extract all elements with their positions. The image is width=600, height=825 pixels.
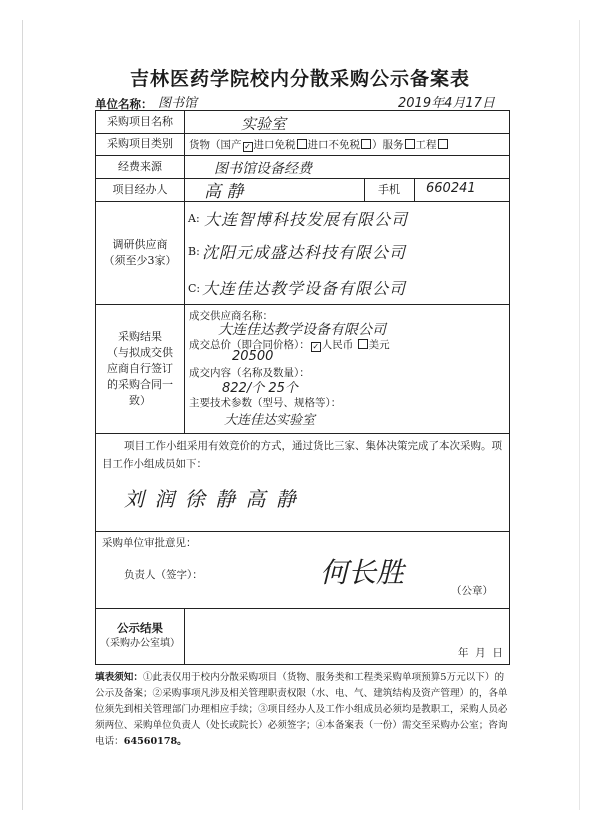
unit-label: 单位名称： xyxy=(95,97,153,111)
publicity-date: 年 月 日 xyxy=(458,647,503,659)
row-divider xyxy=(96,433,509,434)
approval-label: 采购单位审批意见： xyxy=(102,537,197,549)
fill-date: 2019年4月17日 xyxy=(398,96,495,111)
funding-value: 图书馆设备经费 xyxy=(214,161,312,177)
supplier-c-value: 大连佳达教学设备有限公司 xyxy=(202,279,407,298)
usd-label: 美元 xyxy=(368,339,390,351)
domestic-checkbox[interactable]: ✓ xyxy=(244,142,251,151)
row-divider xyxy=(96,531,509,532)
manager-label: 项目经办人 xyxy=(112,182,168,196)
engineering-checkbox[interactable] xyxy=(438,139,448,149)
goods-domestic-label: 货物（国产 xyxy=(189,139,242,151)
suppliers-label-line2: （须至少3家） xyxy=(103,253,177,267)
import-non-exempt-checkbox[interactable] xyxy=(361,139,371,149)
service-checkbox[interactable] xyxy=(405,139,415,149)
usd-checkbox[interactable] xyxy=(358,339,368,349)
project-type-options xyxy=(189,137,509,153)
service-label: ）服务 xyxy=(372,139,404,151)
supplier-b-prefix: B: xyxy=(188,245,200,258)
supplier-a-value: 大连智博科技发展有限公司 xyxy=(204,210,409,229)
funding-label: 经费来源 xyxy=(118,159,162,173)
supplier-c-prefix: C: xyxy=(188,282,201,295)
unit-value: 图书馆 xyxy=(158,96,198,111)
team-statement: 项目工作小组采用有效竞价的方式，通过货比三家、集体决策完成了本次采购。项目工作小组成员如下： xyxy=(102,440,502,470)
project-name-label: 采购项目名称 xyxy=(107,115,173,128)
total-price-label: 成交总价（即合同价格）： xyxy=(189,339,310,351)
rmb-label: 人民币 xyxy=(321,339,354,351)
publicity-label xyxy=(96,608,184,664)
supplier-a-prefix: A: xyxy=(188,212,200,225)
tech-spec-label: 主要技术参数（型号、规格等）： xyxy=(189,397,342,409)
result-label-line: 的采购合同一 xyxy=(107,377,173,391)
notes-text: ①此表仅用于校内分散采购项目（货物、服务类和工程类采购单项预算5万元以下）的公示及备案；②采购事项凡涉及相关管理职责权限（水、电、气、建筑结构及资产管理）的，各单位须先到相关管理部门办理相应手续；③项目经办人及工作小组成员必须均是教职工，采购人员必须两位、采购单位负责人（处长或院长）必须签字；④本备案表（一份）需交至采购办公室；咨询电话： xyxy=(95,672,508,747)
team-signatures: 刘 润 徐 静 高 静 xyxy=(124,487,298,511)
phone-value: 660241 xyxy=(426,181,476,196)
rmb-checkbox[interactable]: ✓ xyxy=(312,342,320,351)
winning-supplier-value: 大连佳达教学设备有限公司 xyxy=(218,322,386,338)
project-name-value: 实验室 xyxy=(241,115,287,133)
import-non-exempt-label: 进口不免税 xyxy=(307,139,360,151)
phone-label: 手机 xyxy=(378,182,400,196)
publicity-label-line1: 公示结果 xyxy=(117,621,163,635)
notes-heading: 填表须知： xyxy=(95,672,143,683)
notes-phone: 64560178。 xyxy=(123,736,187,747)
import-exempt-label: 进口免税 xyxy=(253,139,296,151)
import-exempt-checkbox[interactable] xyxy=(297,139,307,149)
deal-content-label: 成交内容（名称及数量）： xyxy=(189,367,310,379)
supplier-b-value: 沈阳元成盛达科技有限公司 xyxy=(202,243,407,262)
deal-content-value: 822/个 25个 xyxy=(222,381,298,396)
total-price-line xyxy=(189,337,390,353)
suppliers-label-line1: 调研供应商 xyxy=(112,237,168,251)
form-title: 吉林医药学院校内分散采购公示备案表 xyxy=(129,68,470,90)
result-label-line: 应商自行签订 xyxy=(107,361,173,375)
column-divider xyxy=(184,111,185,433)
result-label-line: 致） xyxy=(129,393,151,407)
manager-value: 高 静 xyxy=(204,182,244,202)
result-label xyxy=(96,304,184,433)
total-price-value: 20500 xyxy=(232,349,274,364)
responsible-signature: 何长胜 xyxy=(320,556,405,589)
tech-spec-value: 大连佳达实验室 xyxy=(224,413,316,428)
record-form-table xyxy=(95,110,510,665)
column-divider xyxy=(184,608,185,664)
engineering-label: 工程 xyxy=(415,139,437,151)
project-type-label: 采购项目类别 xyxy=(107,137,173,150)
suppliers-label xyxy=(96,201,184,304)
official-seal-label: （公章） xyxy=(451,585,493,597)
winning-supplier-label: 成交供应商名称： xyxy=(189,310,273,322)
column-divider xyxy=(414,178,415,201)
responsible-label: 负责人（签字）： xyxy=(124,569,203,581)
filling-instructions xyxy=(95,670,513,750)
result-label-line: （与拟成交供 xyxy=(107,345,173,359)
result-label-line: 采购结果 xyxy=(118,329,162,343)
publicity-label-line2: （采购办公室填） xyxy=(100,638,180,649)
